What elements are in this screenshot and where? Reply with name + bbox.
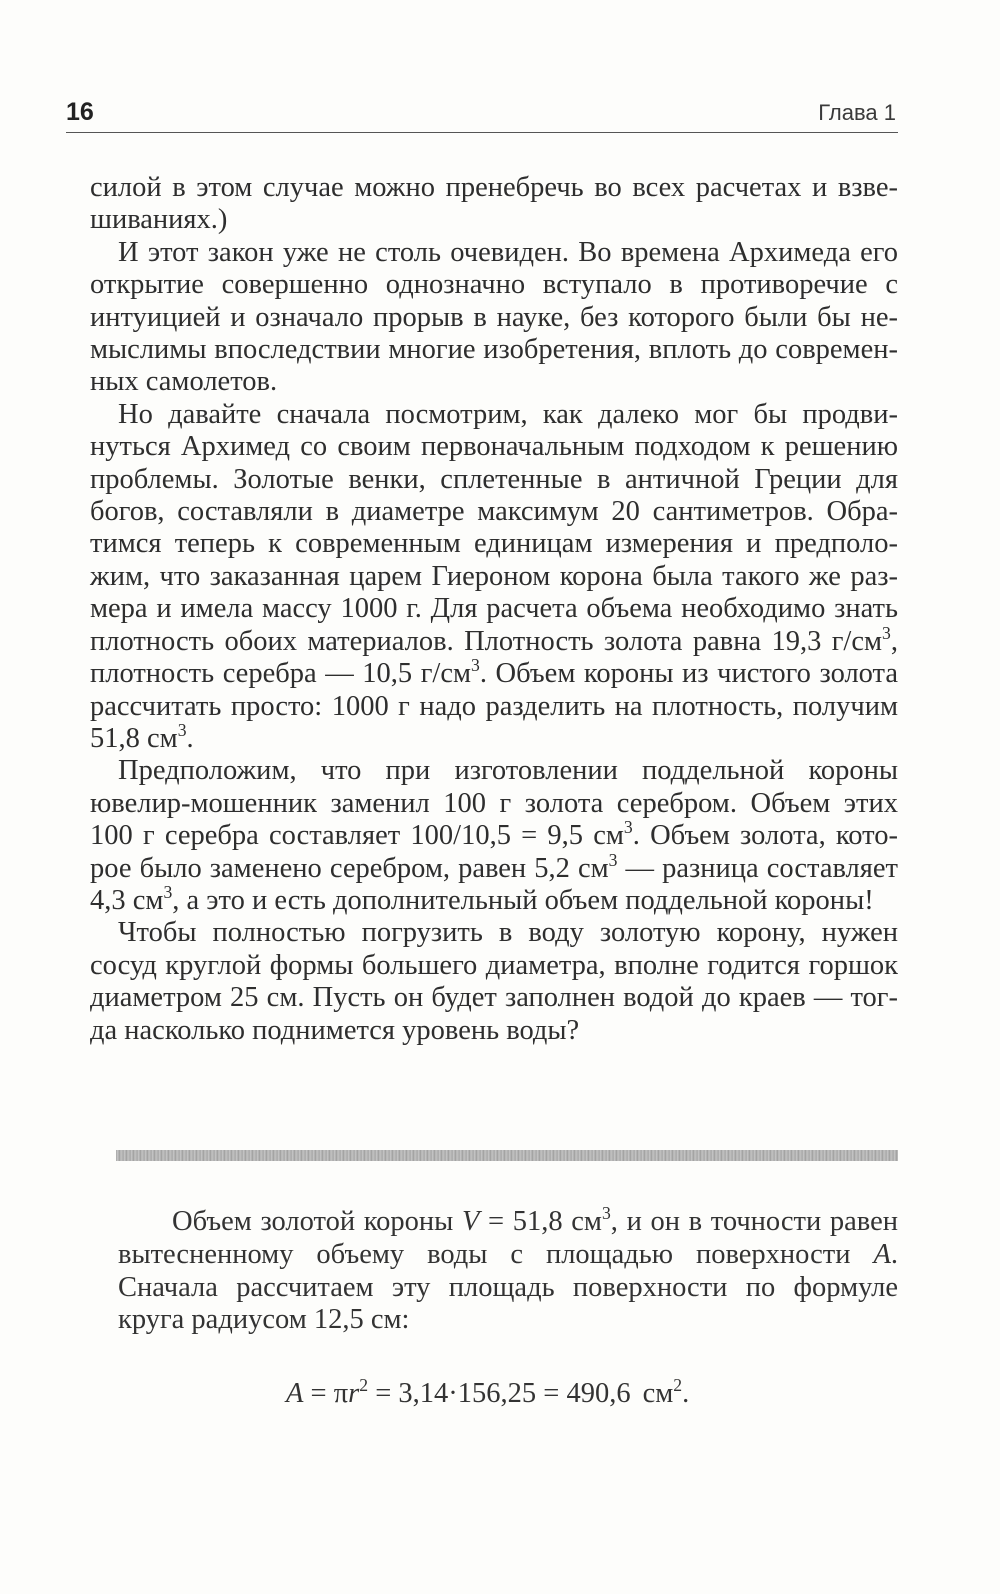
solution-text-c: , и он в точности равен вытесненному объему воды с площадью поверхности [118, 1206, 898, 1270]
volume-variable: V [461, 1206, 480, 1237]
formula-square-exponent: 2 [359, 1375, 369, 1396]
formula-period: . [682, 1378, 690, 1409]
paragraph-3-text-a: Но давайте сначала посмотрим, как далеко мог бы продвинуться Архимед со своим первоначальным подходом к решению проблемы. Золотые венки, сплетенные в античной Греции для богов, составляли в диаметре максимум 20 сантиметров. Обратимся теперь к современным единицам измерения и предположим, что заказанная царем Гиероном корона была такого же размера и имела массу 1000 г. Для расчета объема необходимо знать плотность обоих материалов. Плотность золота равна 19,3 г/см [90, 398, 898, 657]
cubic-exponent: 3 [623, 817, 633, 838]
paragraph-3-text-c: . Объем короны из чистого золота рассчитать просто: 1000 г надо разделить на плотность, получим 51,8 см [90, 658, 899, 754]
chapter-label: Глава 1 [818, 100, 896, 125]
solution-text-b: = 51,8 см [479, 1206, 602, 1237]
formula-radius: r [348, 1378, 360, 1409]
cubic-exponent: 3 [601, 1203, 611, 1224]
area-variable: A [873, 1238, 891, 1270]
solution-paragraph [118, 1203, 898, 1337]
cubic-exponent: 3 [177, 719, 187, 740]
formula-lhs: A [286, 1378, 304, 1409]
paragraph-5-text: Чтобы полностью погрузить в воду золотую корону, нужен сосуд круглой формы большего диаметра, вполне годится горшок диаметром 25 см. Пусть он будет заполнен водой до краев — тогда насколько поднимется уровень воды? [90, 917, 898, 1046]
paragraph-3-text-d: . [186, 722, 194, 754]
cubic-exponent: 3 [471, 655, 480, 676]
solution-text-d: . Сначала рассчитаем эту площадь поверхности по формуле круга радиусом 12,5 см: [118, 1238, 898, 1336]
paragraph-4 [90, 755, 898, 917]
cubic-exponent: 3 [882, 622, 891, 643]
formula-result: = 3,14·156,25 = 490,6 [368, 1378, 631, 1409]
cubic-exponent: 3 [163, 881, 173, 902]
paragraph-4-text-b: . Объем золота, которое было заменено серебром, равен 5,2 см [90, 820, 898, 884]
area-formula [286, 1375, 690, 1410]
section-separator [116, 1150, 898, 1161]
paragraph-3-text-b: , плотность серебра — 10,5 г/см [90, 625, 898, 690]
solution-text [118, 1203, 898, 1337]
formula-pi: = π [303, 1378, 349, 1409]
cubic-exponent: 3 [608, 849, 618, 870]
main-text [90, 172, 898, 1047]
formula-unit [642, 1375, 690, 1409]
paragraph-5 [90, 917, 898, 1047]
formula-unit-text: см [642, 1378, 674, 1409]
paragraph-4-text-c: — разница составляет 4,3 см [90, 852, 898, 916]
paragraph-2-text: И этот закон уже не столь очевиден. Во времена Архимеда его открытие совершенно однозначно вступало в противоречие с интуицией и означало прорыв в науке, без которого были бы немыслимы впоследствии многие изобретения, вплоть до современных самолетов. [90, 236, 898, 398]
solution-text-a: Объем золотой короны [172, 1206, 462, 1237]
page-number: 16 [66, 98, 94, 126]
paragraph-4-text-a: Предположим, что при изготовлении поддельной короны ювелир-мошенник заменил 100 г золота серебром. Объем этих 100 г серебра составляет 100/10,5 = 9,5 см [90, 755, 898, 852]
paragraph-1-text: силой в этом случае можно пренебречь во всех расчетах и взвешиваниях.) [90, 172, 898, 236]
running-header [66, 96, 898, 133]
paragraph-1 [90, 172, 898, 237]
formula-unit-exponent: 2 [673, 1375, 683, 1396]
paragraph-2 [90, 237, 898, 399]
paragraph-4-text-d: , а это и есть дополнительный объем поддельной короны! [172, 884, 874, 916]
paragraph-3 [90, 399, 898, 755]
